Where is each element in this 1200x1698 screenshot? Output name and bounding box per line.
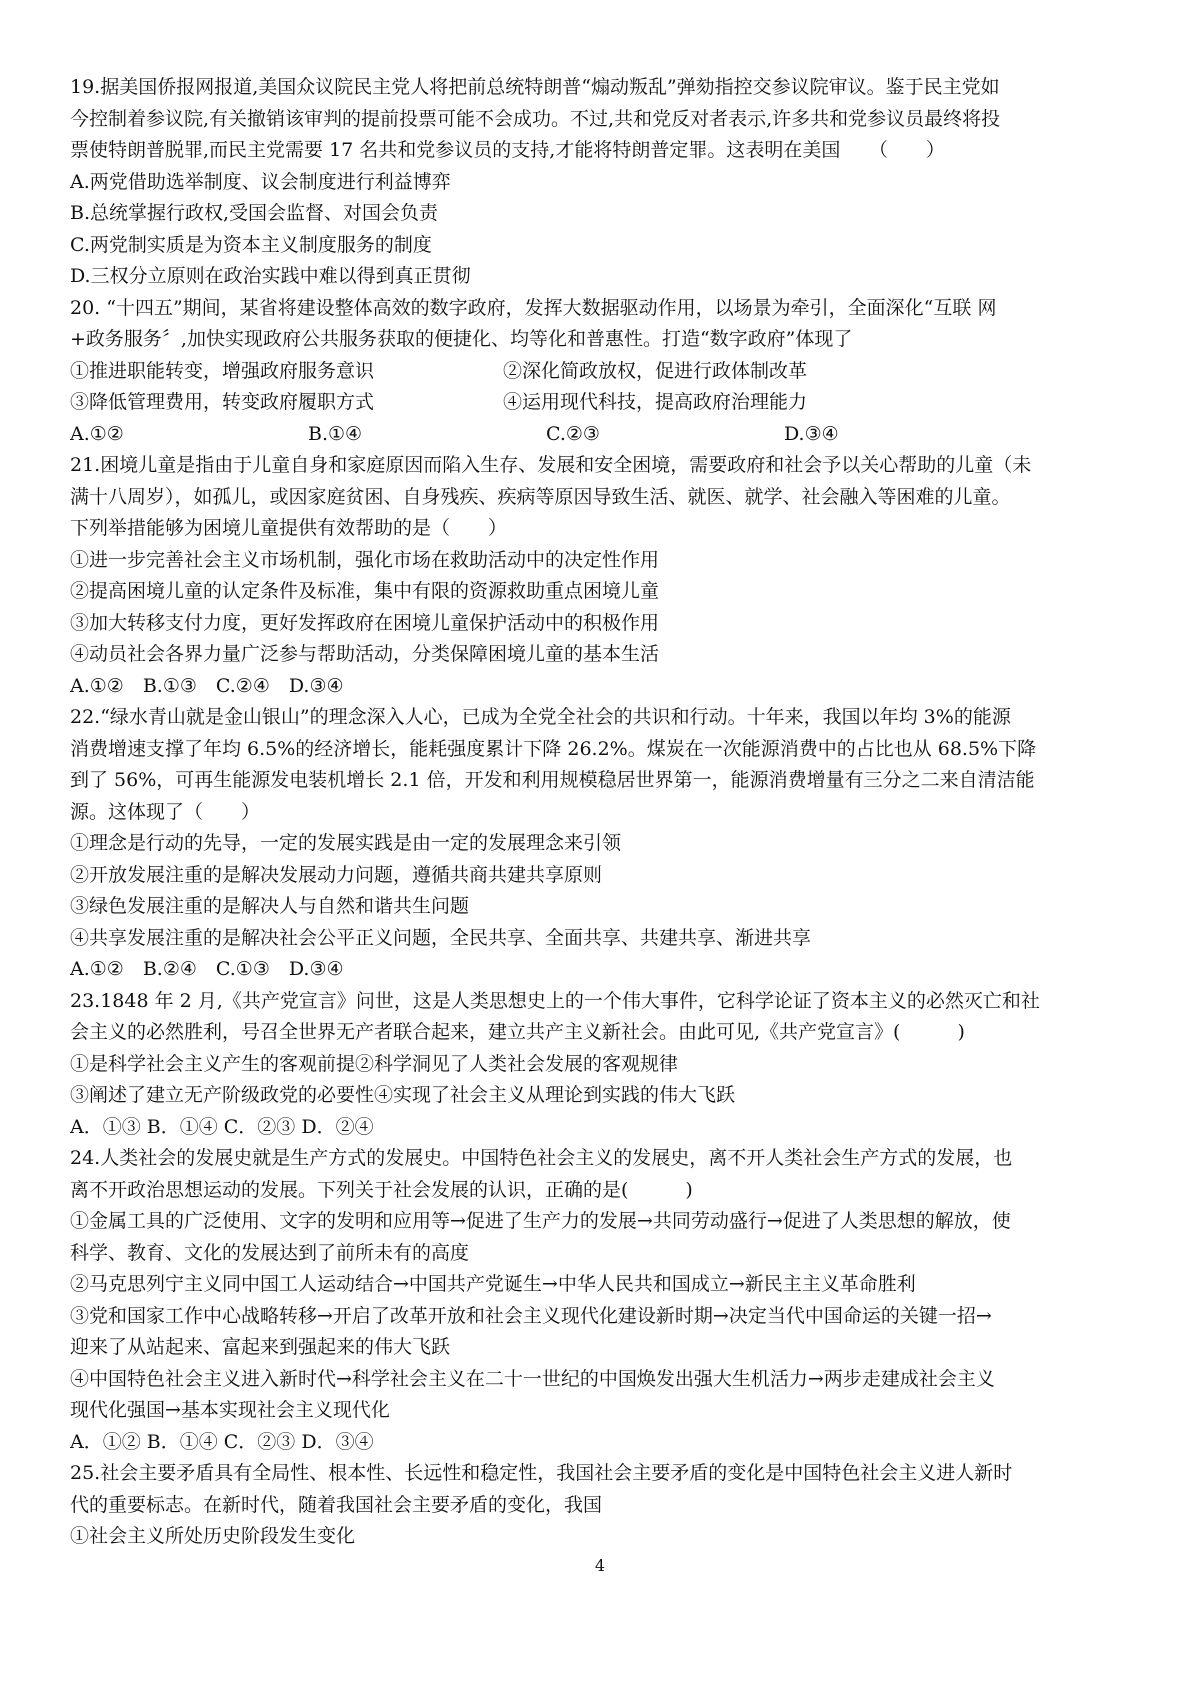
answer-options-row: A．①③ B．①④ C．②③ D．②④ — [70, 1115, 374, 1138]
answer-options-row: A．①② B．①④ C．②③ D．③④ — [70, 1430, 374, 1453]
question-25 — [70, 1458, 1142, 1553]
question-stem-line: 满十八周岁），如孤儿，或因家庭贫困、自身残疾、疾病等原因导致生活、就医、就学、社会融入等困难的儿童。 — [70, 485, 1011, 508]
question-stem-line: 源。这体现了（ ） — [70, 800, 261, 823]
statement-item: ④共享发展注重的是解决社会公平正义问题，全民共享、全面共享、共建共享、渐进共享 — [70, 926, 812, 949]
question-stem-line: 下列举措能够为困境儿童提供有效帮助的是（ ） — [70, 517, 508, 539]
statement-item: 科学、教育、文化的发展达到了前所未有的高度 — [70, 1241, 470, 1264]
question-22 — [70, 702, 1142, 986]
question-stem-line: 消费增速支撑了年均 6.5%的经济增长，能耗强度累计下降 26.2%。煤炭在一次能源消费中的占比也从 68.5%下降 — [70, 737, 1037, 760]
statement-item: ①金属工具的广泛使用、文字的发明和应用等→促进了生产力的发展→共同劳动盛行→促进了人类思想的解放，使 — [70, 1210, 1011, 1232]
answer-options-row: A.①② B.①③ C.②④ D.③④ — [70, 674, 344, 697]
question-23 — [70, 986, 1142, 1144]
statement-item: ③阐述了建立无产阶级政党的必要性④实现了社会主义从理论到实践的伟大飞跃 — [70, 1084, 736, 1106]
question-stem-line: 24.人类社会的发展史就是生产方式的发展史。中国特色社会主义的发展史，离不开人类社会生产方式的发展，也 — [70, 1147, 1013, 1169]
answer-option-a: A.①② — [70, 422, 124, 445]
answer-option-d: D.三权分立原则在政治实践中难以得到真正贯彻 — [70, 265, 471, 287]
question-stem-line: 到了 56%，可再生能源发电装机增长 2.1 倍，开发和利用规模稳居世界第一，能源消费增量有三分之二来自清洁能 — [70, 769, 1035, 791]
question-19 — [70, 72, 1142, 293]
statement-item: ①理念是行动的先导，一定的发展实践是由一定的发展理念来引领 — [70, 832, 622, 854]
question-stem-line: 代的重要标志。在新时代，随着我国社会主要矛盾的变化，我国 — [70, 1493, 603, 1516]
answer-options-row: A.①② B.②④ C.①③ D.③④ — [70, 958, 344, 980]
statement-item: ①是科学社会主义产生的客观前提②科学洞见了人类社会发展的客观规律 — [70, 1052, 679, 1075]
question-stem-line: 19.据美国侨报网报道,美国众议院民主党人将把前总统特朗普“煽动叛乱”弹劾指控交参议院审议。鉴于民主党如 — [70, 76, 1000, 98]
statement-item: ③降低管理费用，转变政府履职方式 — [70, 391, 375, 413]
question-stem-line: 今控制着参议院,有关撤销该审判的提前投票可能不会成功。不过,共和党反对者表示,许多共和党参议员最终将投 — [70, 107, 1001, 130]
answer-option-c: C.两党制实质是为资本主义制度服务的制度 — [70, 233, 432, 256]
question-21 — [70, 450, 1142, 702]
question-stem-line: 23.1848 年 2 月,《共产党宣言》问世，这是人类思想史上的一个伟大事件，它科学论证了资本主义的必然灭亡和社 — [70, 989, 1040, 1012]
question-stem-line: 票使特朗普脱罪,而民主党需要 17 名共和党参议员的支持,才能将特朗普定罪。这表明在美国 （ ） — [70, 139, 945, 161]
statement-item: ④动员社会各界力量广泛参与帮助活动，分类保障困境儿童的基本生活 — [70, 643, 660, 665]
answer-option-b: B.①④ — [308, 422, 363, 445]
question-stem-line: 21.困境儿童是指由于儿童自身和家庭原因而陷入生存、发展和安全困境，需要政府和社会予以关心帮助的儿童（未 — [70, 454, 1032, 476]
question-stem-line: 25.社会主要矛盾具有全局性、根本性、长远性和稳定性，我国社会主要矛盾的变化是中国特色社会主义进人新时 — [70, 1462, 1013, 1484]
answer-options-row — [70, 419, 1142, 451]
statement-item: ③党和国家工作中心战略转移→开启了改革开放和社会主义现代化建设新时期→决定当代中国命运的关键一招→ — [70, 1304, 992, 1327]
statement-item: ④中国特色社会主义进入新时代→科学社会主义在二十一世纪的中国焕发出强大生机活力→两步走建成社会主义 — [70, 1367, 995, 1390]
statement-item: ②深化简政放权，促进行政体制改革 — [503, 359, 808, 382]
statement-item: ②马克思列宁主义同中国工人运动结合→中国共产党诞生→中华人民共和国成立→新民主主义革命胜利 — [70, 1273, 916, 1295]
answer-option-c: C.②③ — [546, 422, 600, 445]
question-stem-line: 会主义的必然胜利，号召全世界无产者联合起来，建立共产主义新社会。由此可见,《共产党宣言》( ) — [70, 1021, 965, 1043]
question-stem-line: +政务服务〞,加快实现政府公共服务获取的便捷化、均等化和普惠性。打造“数字政府”体现了 — [70, 328, 853, 350]
statement-item: ②开放发展注重的是解决发展动力问题，遵循共商共建共享原则 — [70, 863, 603, 886]
question-20 — [70, 293, 1142, 451]
answer-option-a: A.两党借助选举制度、议会制度进行利益博弈 — [70, 170, 451, 193]
statement-item: ①社会主义所处历史阶段发生变化 — [70, 1525, 356, 1547]
answer-option-d: D.③④ — [784, 422, 839, 445]
statement-row — [70, 387, 1142, 419]
page-number: 4 — [594, 1556, 606, 1575]
statement-item: ③绿色发展注重的是解决人与自然和谐共生问题 — [70, 895, 470, 917]
statement-item: ②提高困境儿童的认定条件及标准，集中有限的资源救助重点困境儿童 — [70, 580, 660, 602]
question-stem-line: 22.“绿水青山就是金山银山”的理念深入人心，已成为全党全社会的共识和行动。十年来，我国以年均 3%的能源 — [70, 706, 1011, 728]
statement-item: 迎来了从站起来、富起来到强起来的伟大飞跃 — [70, 1336, 451, 1358]
exam-page — [70, 72, 1142, 1553]
answer-option-b: B.总统掌握行政权,受国会监督、对国会负责 — [70, 202, 439, 224]
question-stem-line: 离不开政治思想运动的发展。下列关于社会发展的认识，正确的是( ) — [70, 1178, 693, 1201]
statement-item: 现代化强国→基本实现社会主义现代化 — [70, 1399, 390, 1421]
statement-row — [70, 356, 1142, 388]
statement-item: ③加大转移支付力度，更好发挥政府在困境儿童保护活动中的积极作用 — [70, 611, 660, 634]
statement-item: ①推进职能转变，增强政府服务意识 — [70, 359, 375, 382]
statement-item: ④运用现代科技，提高政府治理能力 — [503, 391, 808, 413]
question-24 — [70, 1143, 1142, 1458]
statement-item: ①进一步完善社会主义市场机制，强化市场在救助活动中的决定性作用 — [70, 548, 660, 571]
question-stem-line: 20. “十四五”期间，某省将建设整体高效的数字政府，发挥大数据驱动作用，以场景为牵引，全面深化“互联 网 — [70, 296, 997, 319]
